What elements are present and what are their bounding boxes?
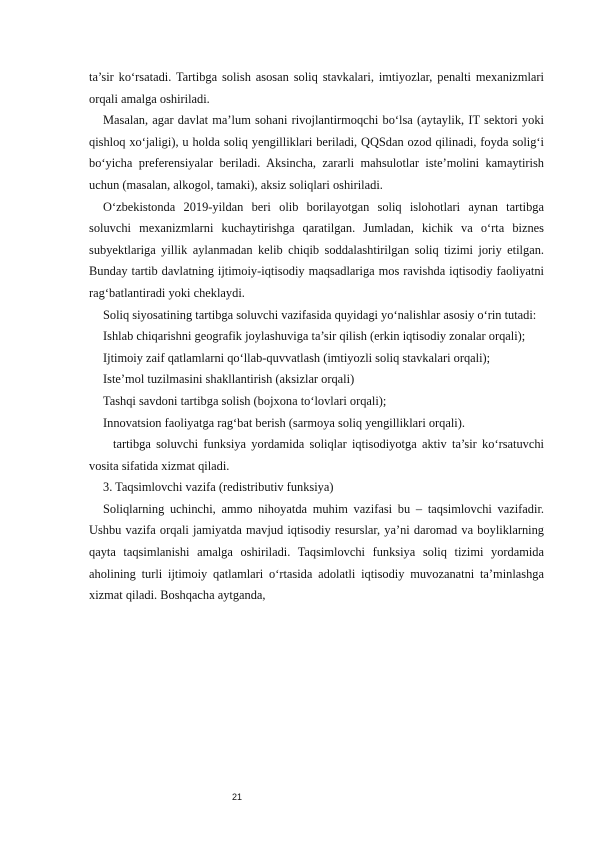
list-item: Innovatsion faoliyatga rag‘bat berish (sarmoya soliq yengilliklari orqali). xyxy=(103,415,465,430)
list-item: Iste’mol tuzilmasini shakllantirish (aksizlar orqali) xyxy=(103,372,355,387)
paragraph: O‘zbekistonda 2019-yildan beri olib borilayotgan soliq islohotlari aynan tartibga soluvchi mexanizmlarni kuchaytirishga qaratilgan. Jumladan, kichik va o‘rta biznes subyektlariga yillik aylanmadan kelib chiqib soddalashtirilgan soliq tizimi joriy etilgan. Bunday tartib davlatning ijtimoiy-iqtisodiy maqsadlariga mos ravishda iqtisodiy faoliyatni rag‘batlantiradi yoki cheklaydi. xyxy=(89,199,544,300)
list-item: Tashqi savdoni tartibga solish (bojxona to‘lovlari orqali); xyxy=(103,393,387,408)
body-text xyxy=(89,67,544,607)
list-item: Ijtimoiy zaif qatlamlarni qo‘llab-quvvatlash (imtiyozli soliq stavkalari orqali); xyxy=(103,350,491,365)
list-item: Ishlab chiqarishni geografik joylashuviga ta’sir qilish (erkin iqtisodiy zonalar orqali); xyxy=(103,329,526,344)
paragraph: Soliq siyosatining tartibga soluvchi vazifasida quyidagi yo‘nalishlar asosiy o‘rin tutadi: xyxy=(103,307,537,322)
paragraph: tartibga soluvchi funksiya yordamida soliqlar iqtisodiyotga aktiv ta’sir ko‘rsatuvchi vosita sifatida xizmat qiladi. xyxy=(89,437,544,473)
paragraph: Masalan, agar davlat ma’lum sohani rivojlantirmoqchi bo‘lsa (aytaylik, IT sektori yoki qishloq xo‘jaligi), u holda soliq yengilliklari beriladi, QQSdan ozod qilinadi, foyda solig‘i bo‘yicha preferensiyalar beriladi. Aksincha, zararli mahsulotlar iste’molini kamaytirish uchun (masalan, alkogol, tamaki), aksiz soliqlari oshiriladi. xyxy=(89,113,544,192)
section-heading: 3. Taqsimlovchi vazifa (redistributiv funksiya) xyxy=(103,480,334,495)
paragraph: ta’sir ko‘rsatadi. Tartibga solish asosan soliq stavkalari, imtiyozlar, penalti mexanizmlari orqali amalga oshiriladi. xyxy=(89,70,544,106)
page-number: 21 xyxy=(232,792,243,802)
paragraph: Soliqlarning uchinchi, ammo nihoyatda muhim vazifasi bu – taqsimlovchi vazifadir. Ushbu vazifa orqali jamiyatda mavjud iqtisodiy resurslar, ya’ni daromad va boyliklarning qayta taqsimlanishi amalga oshiriladi. Taqsimlovchi funksiya soliq tizimi yordamida aholining turli ijtimoiy qatlamlari o‘rtasida adolatli iqtisodiy muvozanatni ta’minlashga xizmat qiladi. Boshqacha aytganda, xyxy=(89,501,544,603)
